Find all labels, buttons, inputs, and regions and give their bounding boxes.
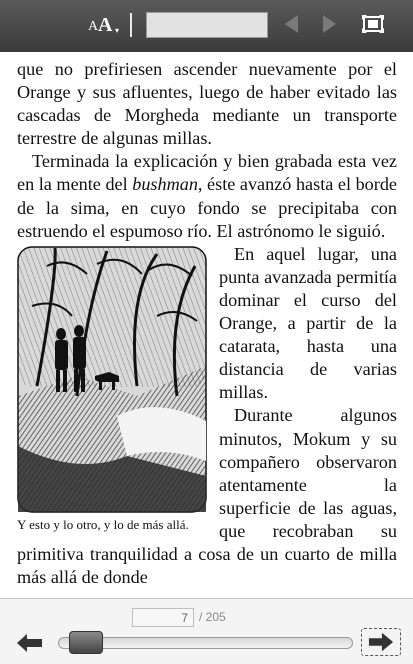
font-size-button[interactable] <box>86 13 122 39</box>
paragraph-4: Durante algunos minutos, Mokum y su compañero observaron atentamente la superficie de las aguas, que recobraban su primitiva tranquilidad a cosa de un cuarto de milla más allá de donde <box>17 405 397 588</box>
progress-slider-thumb[interactable] <box>69 631 103 654</box>
paragraph-2-text-a: Terminada la explicación y bien grabada esta vez en la mente del <box>17 151 397 195</box>
bottom-toolbar <box>0 598 413 664</box>
paragraph-2 <box>17 150 397 242</box>
page-number-input[interactable]: 7 <box>132 608 194 627</box>
toolbar-separator <box>130 13 132 37</box>
paragraph-1: que no prefiriesen ascender nuevamente por el Orange y sus afluentes, luego de haber evitado las cascadas de Morgheda mediante un transporte terrestre de algunas millas. <box>17 59 397 149</box>
top-toolbar <box>0 0 413 52</box>
next-page-icon[interactable] <box>323 15 336 33</box>
previous-page-icon[interactable] <box>285 15 298 33</box>
search-input[interactable] <box>146 12 268 38</box>
paragraph-2-text-b: , éste avanzó hasta el borde de la sima, en cuyo fondo se precipitaba con estruendo el espumoso río. El astrónomo le siguió. <box>17 174 397 241</box>
forward-arrow-icon <box>362 629 400 655</box>
paragraph-3: En aquel lugar, una punta avanzada permitía dominar el curso del Orange, a partir de la catarata, hasta una distancia de varias millas. <box>219 243 397 403</box>
font-small-glyph: A <box>88 19 99 34</box>
chevron-down-icon: ▾ <box>115 26 120 35</box>
engraving-illustration <box>17 246 207 513</box>
font-big-glyph: A <box>98 14 113 36</box>
fullscreen-icon[interactable] <box>362 15 384 33</box>
book-page <box>17 58 397 595</box>
paragraph-2-emphasis: bushman <box>132 174 198 195</box>
back-arrow-icon[interactable] <box>16 633 44 653</box>
figure <box>17 246 207 533</box>
figure-caption: Y esto y lo otro, y lo de más allá. <box>17 516 189 532</box>
forward-button[interactable] <box>361 628 401 656</box>
page-total: / 205 <box>199 610 226 624</box>
